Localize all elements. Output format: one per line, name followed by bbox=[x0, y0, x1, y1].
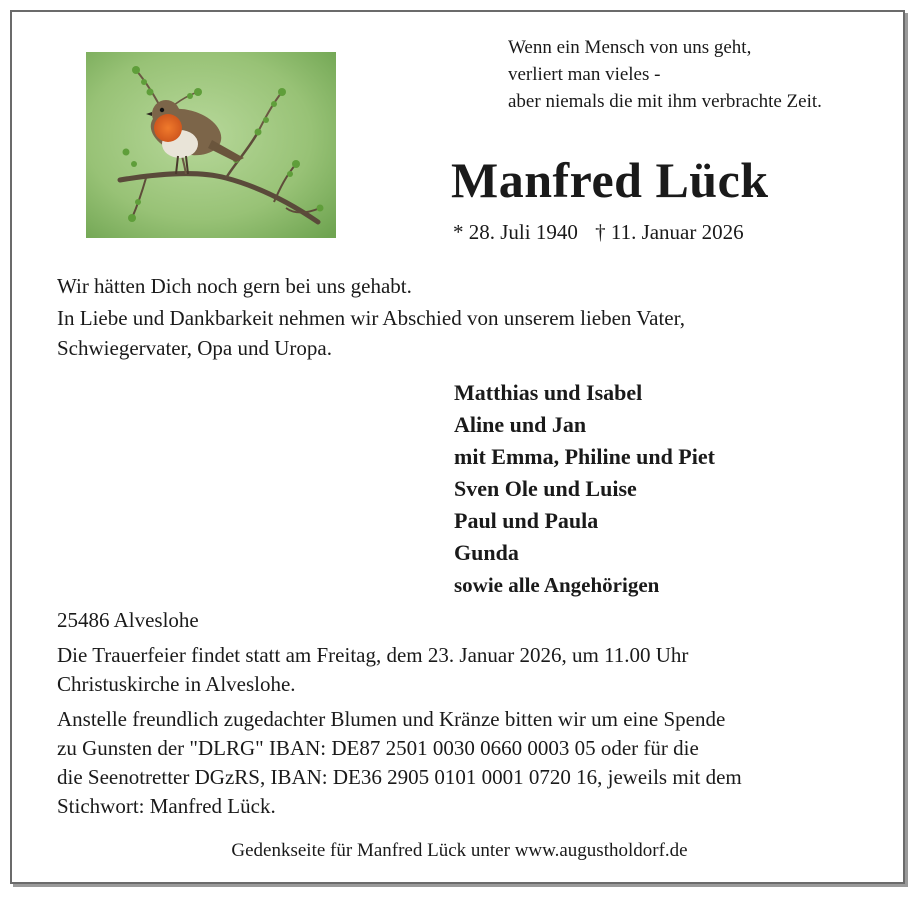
donation-line: die Seenotretter DGzRS, IBAN: DE36 2905 0101 0001 0720 16, jeweils mit dem bbox=[57, 765, 742, 789]
memorial-page-note: Gedenkseite für Manfred Lück unter www.augustholdorf.de bbox=[231, 840, 688, 861]
intro-line: Wir hätten Dich noch gern bei uns gehabt. bbox=[57, 274, 412, 298]
intro-text bbox=[57, 271, 685, 363]
quote-line: verliert man vieles - bbox=[508, 64, 661, 85]
death-date: † 11. Januar 2026 bbox=[595, 220, 744, 244]
ceremony-line: Die Trauerfeier findet statt am Freitag, dem 23. Januar 2026, um 11.00 Uhr bbox=[57, 643, 689, 667]
mourner-entry: Sven Ole und Luise bbox=[454, 476, 637, 501]
quote bbox=[508, 34, 822, 115]
deceased-name: Manfred Lück bbox=[451, 152, 769, 208]
mourner-entry: Aline und Jan bbox=[454, 412, 587, 437]
birth-date: * 28. Juli 1940 bbox=[453, 220, 578, 244]
quote-line: Wenn ein Mensch von uns geht, bbox=[508, 37, 752, 58]
mourner-entry: sowie alle Angehörigen bbox=[454, 573, 660, 597]
donation-line: zu Gunsten der "DLRG" IBAN: DE87 2501 0030 0660 0003 05 oder für die bbox=[57, 736, 699, 760]
mourner-entry: mit Emma, Philine und Piet bbox=[454, 444, 715, 469]
robin-photo bbox=[86, 52, 336, 238]
mourner-entry: Matthias und Isabel bbox=[454, 380, 643, 405]
quote-line: aber niemals die mit ihm verbrachte Zeit. bbox=[508, 91, 822, 112]
donation-line: Stichwort: Manfred Lück. bbox=[57, 794, 276, 818]
mourner-entry: Gunda bbox=[454, 540, 519, 565]
ceremony-info bbox=[57, 606, 742, 821]
donation-line: Anstelle freundlich zugedachter Blumen und Kränze bitten wir um eine Spende bbox=[57, 707, 726, 731]
mourner-entry: Paul und Paula bbox=[454, 508, 599, 533]
life-dates bbox=[453, 219, 744, 245]
ceremony-line: Christuskirche in Alveslohe. bbox=[57, 672, 296, 696]
mourners-list bbox=[454, 377, 715, 601]
place: 25486 Alveslohe bbox=[57, 608, 199, 632]
intro-line: In Liebe und Dankbarkeit nehmen wir Abschied von unserem lieben Vater, bbox=[57, 306, 686, 330]
intro-line: Schwiegervater, Opa und Uropa. bbox=[57, 336, 332, 360]
